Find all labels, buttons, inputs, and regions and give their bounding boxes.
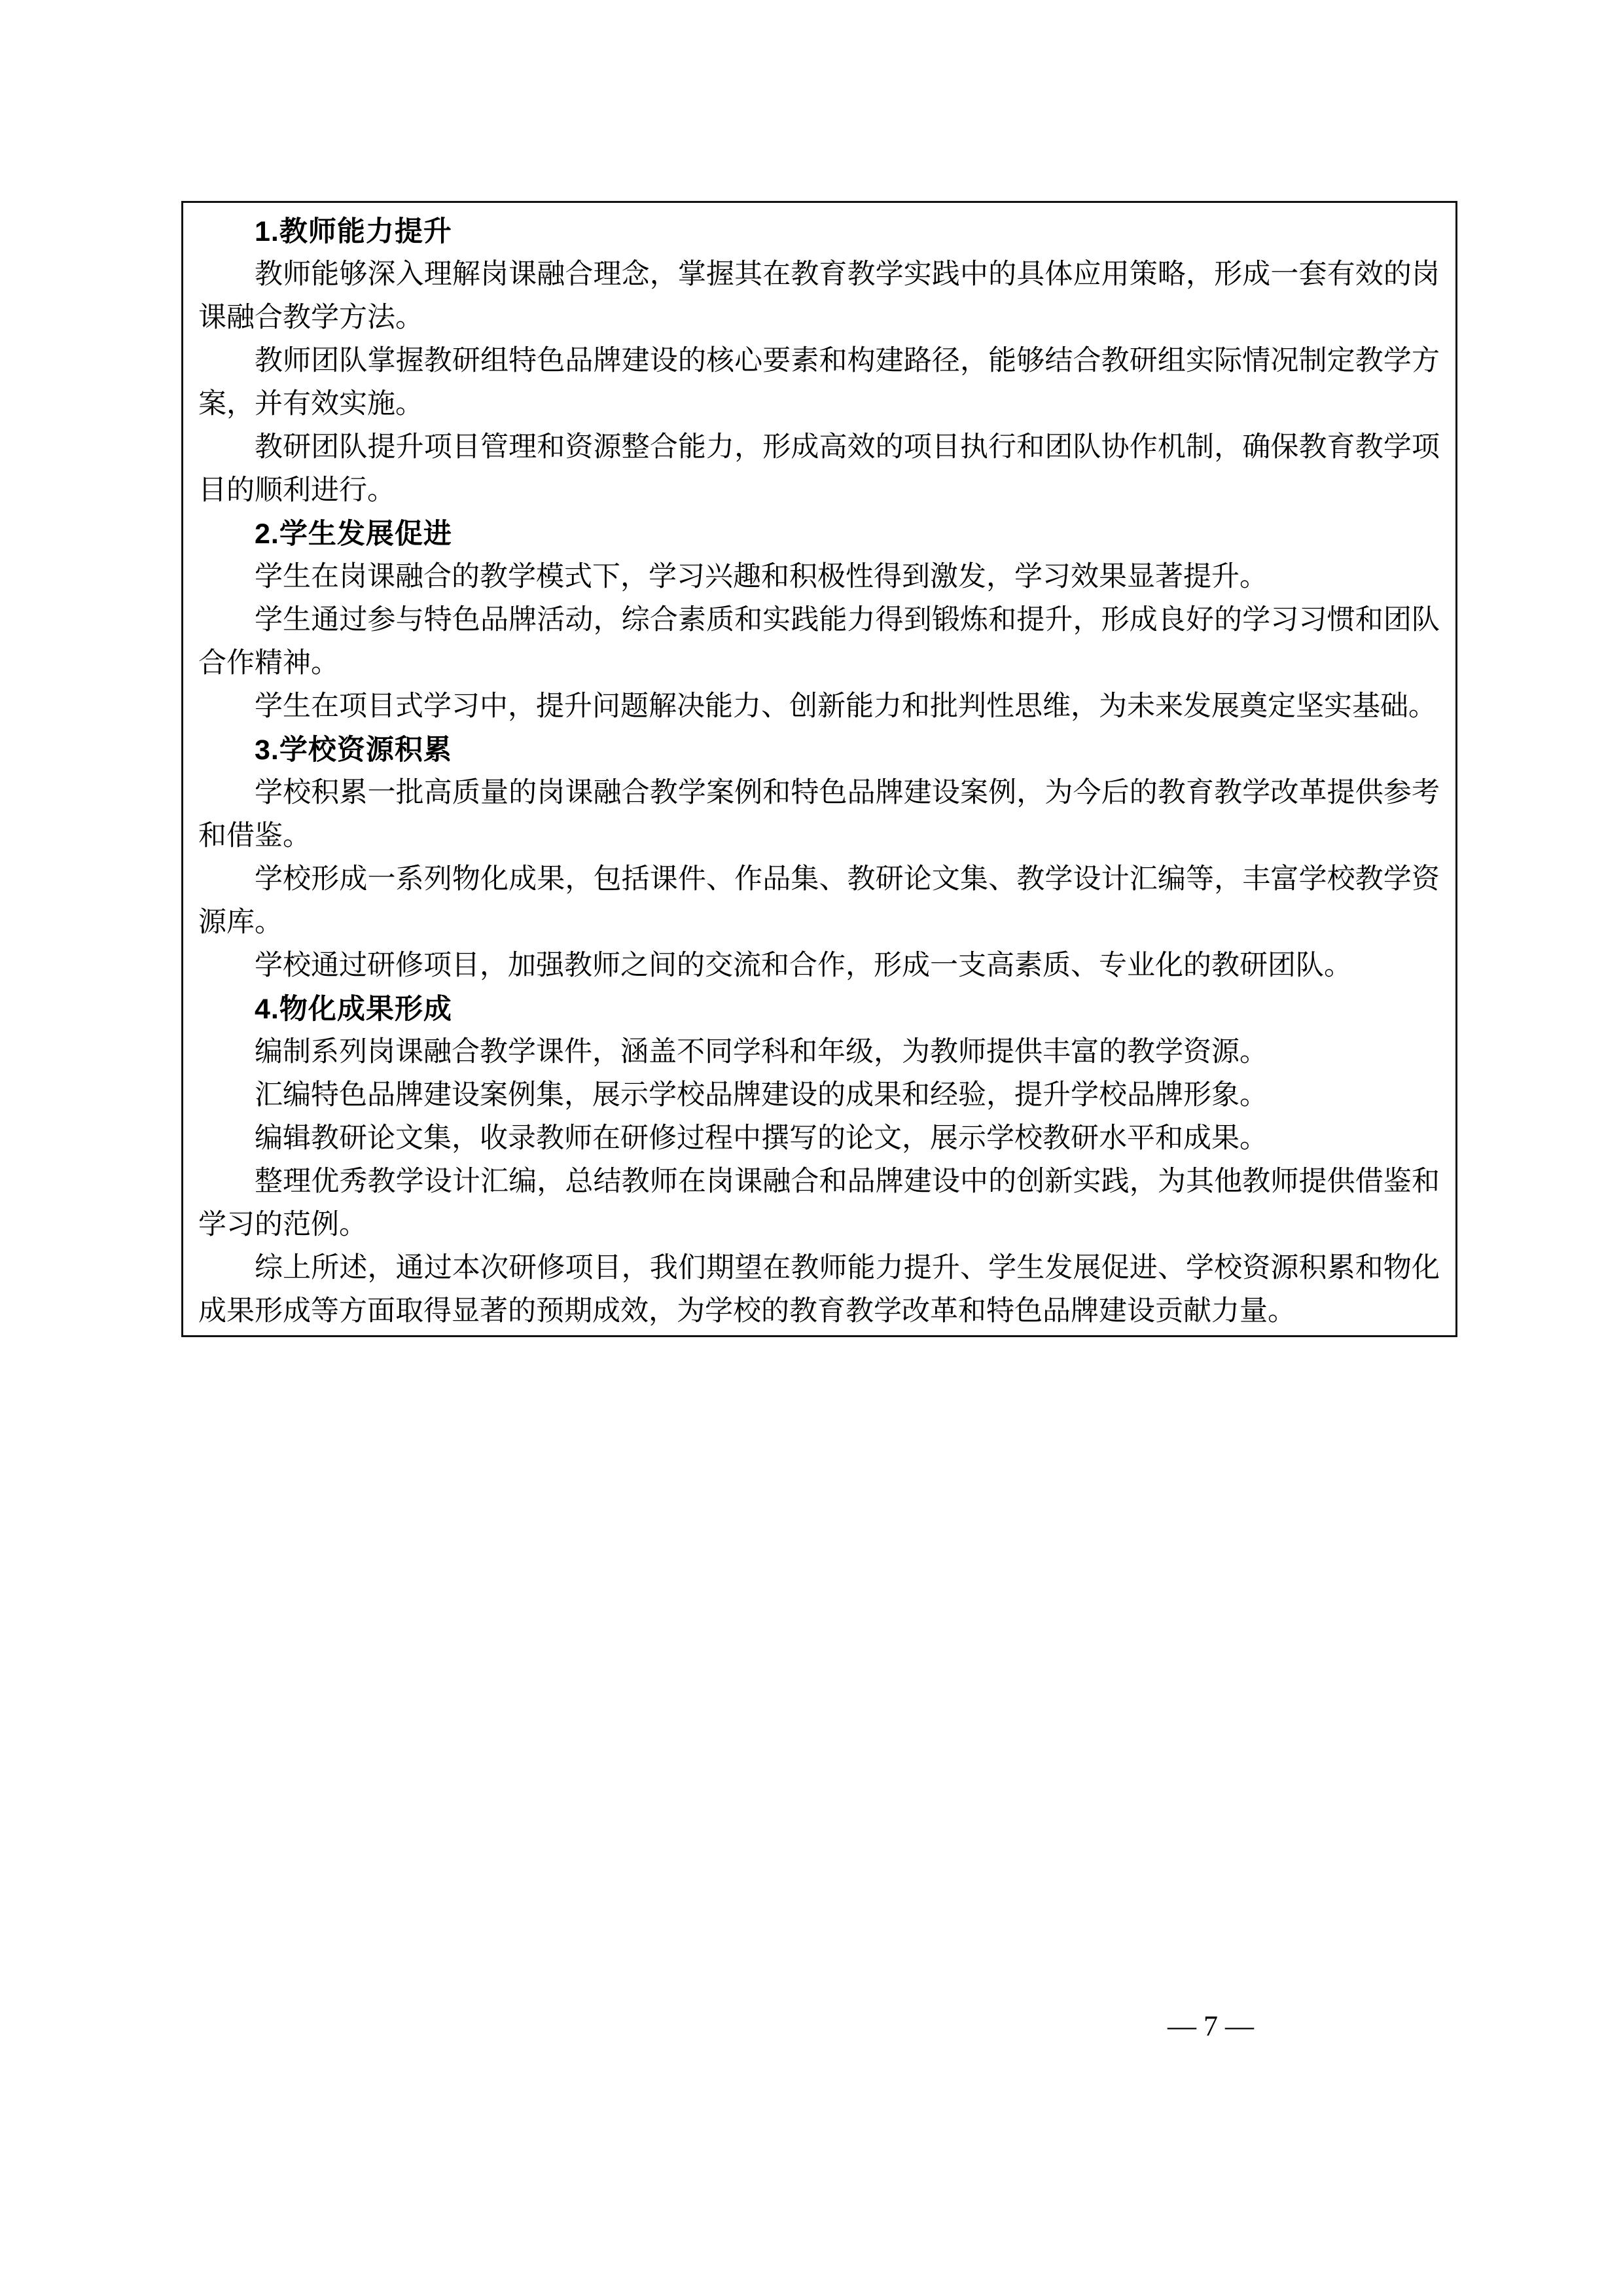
section-heading: 2.学生发展促进 bbox=[255, 518, 452, 550]
body-paragraph: 学校通过研修项目，加强教师之间的交流和合作，形成一支高素质、专业化的教研团队。 bbox=[255, 950, 1352, 981]
body-paragraph: 综上所述，通过本次研修项目，我们期望在教师能力提升、学生发展促进、学校资源积累和物化成果形成等方面取得显著的预期成效，为学校的教育教学改革和特色品牌建设贡献力量。 bbox=[198, 1253, 1440, 1327]
body-paragraph: 编制系列岗课融合教学课件，涵盖不同学科和年级，为教师提供丰富的教学资源。 bbox=[255, 1037, 1268, 1067]
body-paragraph: 教师能够深入理解岗课融合理念，掌握其在教育教学实践中的具体应用策略，形成一套有效的岗课融合教学方法。 bbox=[198, 259, 1440, 333]
body-paragraph: 学生在项目式学习中，提升问题解决能力、创新能力和批判性思维，为未来发展奠定坚实基础。 bbox=[255, 691, 1436, 722]
section-heading: 4.物化成果形成 bbox=[255, 994, 452, 1025]
body-paragraph: 学校积累一批高质量的岗课融合教学案例和特色品牌建设案例，为今后的教育教学改革提供参考和借鉴。 bbox=[198, 778, 1440, 852]
body-paragraph: 学生通过参与特色品牌活动，综合素质和实践能力得到锻炼和提升，形成良好的学习习惯和团队合作精神。 bbox=[198, 605, 1440, 679]
body-paragraph: 学校形成一系列物化成果，包括课件、作品集、教研论文集、教学设计汇编等，丰富学校教学资源库。 bbox=[198, 864, 1440, 938]
body-paragraph: 编辑教研论文集，收录教师在研修过程中撰写的论文，展示学校教研水平和成果。 bbox=[255, 1123, 1268, 1154]
body-paragraph: 学生在岗课融合的教学模式下，学习兴趣和积极性得到激发，学习效果显著提升。 bbox=[255, 562, 1268, 592]
body-paragraph: 汇编特色品牌建设案例集，展示学校品牌建设的成果和经验，提升学校品牌形象。 bbox=[255, 1080, 1268, 1111]
body-paragraph: 教师团队掌握教研组特色品牌建设的核心要素和构建路径，能够结合教研组实际情况制定教学方案，并有效实施。 bbox=[198, 346, 1440, 420]
body-paragraph: 教研团队提升项目管理和资源整合能力，形成高效的项目执行和团队协作机制，确保教育教学项目的顺利进行。 bbox=[198, 432, 1440, 506]
page-number: — 7 — bbox=[1168, 2010, 1254, 2042]
section-heading: 3.学校资源积累 bbox=[255, 734, 452, 766]
section-heading: 1.教师能力提升 bbox=[255, 216, 452, 247]
body-paragraph: 整理优秀教学设计汇编，总结教师在岗课融合和品牌建设中的创新实践，为其他教师提供借鉴和学习的范例。 bbox=[198, 1166, 1440, 1240]
content-box bbox=[181, 201, 1457, 1337]
